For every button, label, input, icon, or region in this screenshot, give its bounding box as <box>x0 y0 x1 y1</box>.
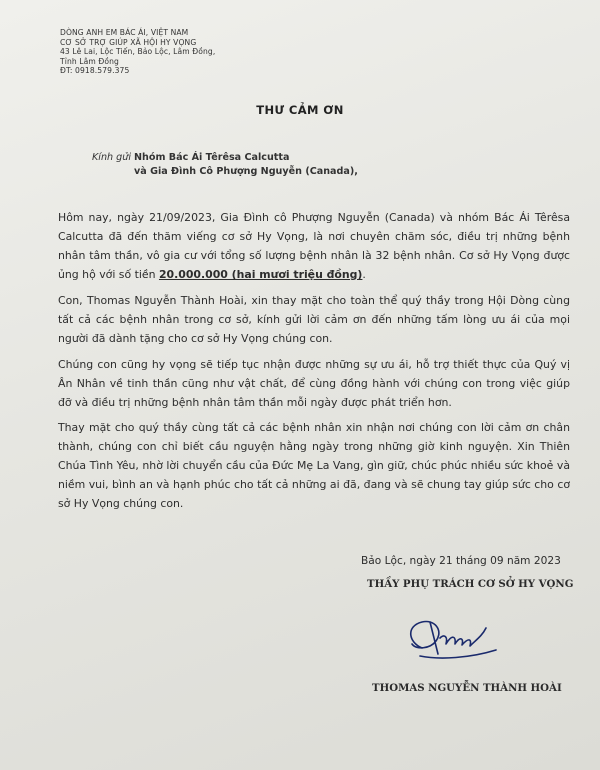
place-date: Bảo Lộc, ngày 21 tháng 09 năm 2023 <box>361 555 561 567</box>
body-paragraph-4: Thay mặt cho quý thầy cùng tất cả các bệnh nhân xin nhận nơi chúng con lời cảm ơn chân thành, chúng con chỉ biết cầu nguyện hằng ngày trong những giờ kinh nguyện. Xin Thiên Chúa Tình Yêu, nhờ lời chuyển cầu của Đức Mẹ La Vang, gìn giữ, chúc phúc nhiều sức khoẻ và niềm vui, bình an và hạnh phúc cho tất cả những ai đã, đang và sẽ chung tay giúp sức cho cơ sở Hy Vọng chúng con. <box>58 421 570 510</box>
salutation-label: Kính gửi <box>92 152 132 163</box>
recipient-line-2: và Gia Đình Cô Phượng Nguyễn (Canada), <box>134 166 358 177</box>
paragraph-1-end: . <box>362 268 366 281</box>
handwritten-signature <box>400 608 510 668</box>
letterhead-line: CƠ SỞ TRỢ GIÚP XÃ HỘI HY VỌNG <box>60 37 197 47</box>
letterhead-line: 43 Lê Lai, Lộc Tiến, Bảo Lộc, Lâm Đồng, <box>60 47 216 57</box>
body-paragraph-2: Con, Thomas Nguyễn Thành Hoài, xin thay mặt cho toàn thể quý thầy trong Hội Dòng cùng tất cả các bệnh nhân trong cơ sở, kính gửi lời cảm ơn đến những tấm lòng ưu ái của mọi người đã dành tặng cho cơ sở Hy Vọng chúng con. <box>58 294 570 345</box>
signer-name: THOMAS NGUYỄN THÀNH HOÀI <box>372 682 562 694</box>
body-paragraph-1 <box>58 208 570 284</box>
letter-title: THƯ CẢM ƠN <box>256 103 344 117</box>
signer-role: THẦY PHỤ TRÁCH CƠ SỞ HY VỌNG <box>367 578 574 590</box>
letterhead-line: DÒNG ANH EM BÁC ÁI, VIỆT NAM <box>60 28 189 37</box>
letterhead <box>60 28 300 76</box>
recipient-line-1: Nhóm Bác Ái Têrêsa Calcutta <box>134 152 290 163</box>
letterhead-line: ĐT: 0918.579.375 <box>60 66 130 76</box>
body-paragraph-3: Chúng con cũng hy vọng sẽ tiếp tục nhận được những sự ưu ái, hỗ trợ thiết thực của Quý vị Ân Nhân về tinh thần cũng như vật chất, để cùng đồng hành với chúng con trong việc giúp đỡ và điều trị những bệnh nhân tâm thần mỗi ngày được phát triển hơn. <box>58 358 570 409</box>
letterhead-line: Tỉnh Lâm Đồng <box>60 56 119 66</box>
donation-amount: 20.000.000 (hai mươi triệu đồng) <box>158 268 363 281</box>
paragraph-1-text: Hôm nay, ngày 21/09/2023, Gia Đình cô Phượng Nguyễn (Canada) và nhóm Bác Ái Têrêsa Calcutta đã đến thăm viếng cơ sở Hy Vọng, là nơi chuyên chăm sóc, điều trị những bệnh nhân tâm thần, vô gia cư với tổng số lượng bệnh nhân là 32 bệnh nhân. Cơ sở Hy Vọng được ủng hộ với số tiền <box>58 211 570 281</box>
